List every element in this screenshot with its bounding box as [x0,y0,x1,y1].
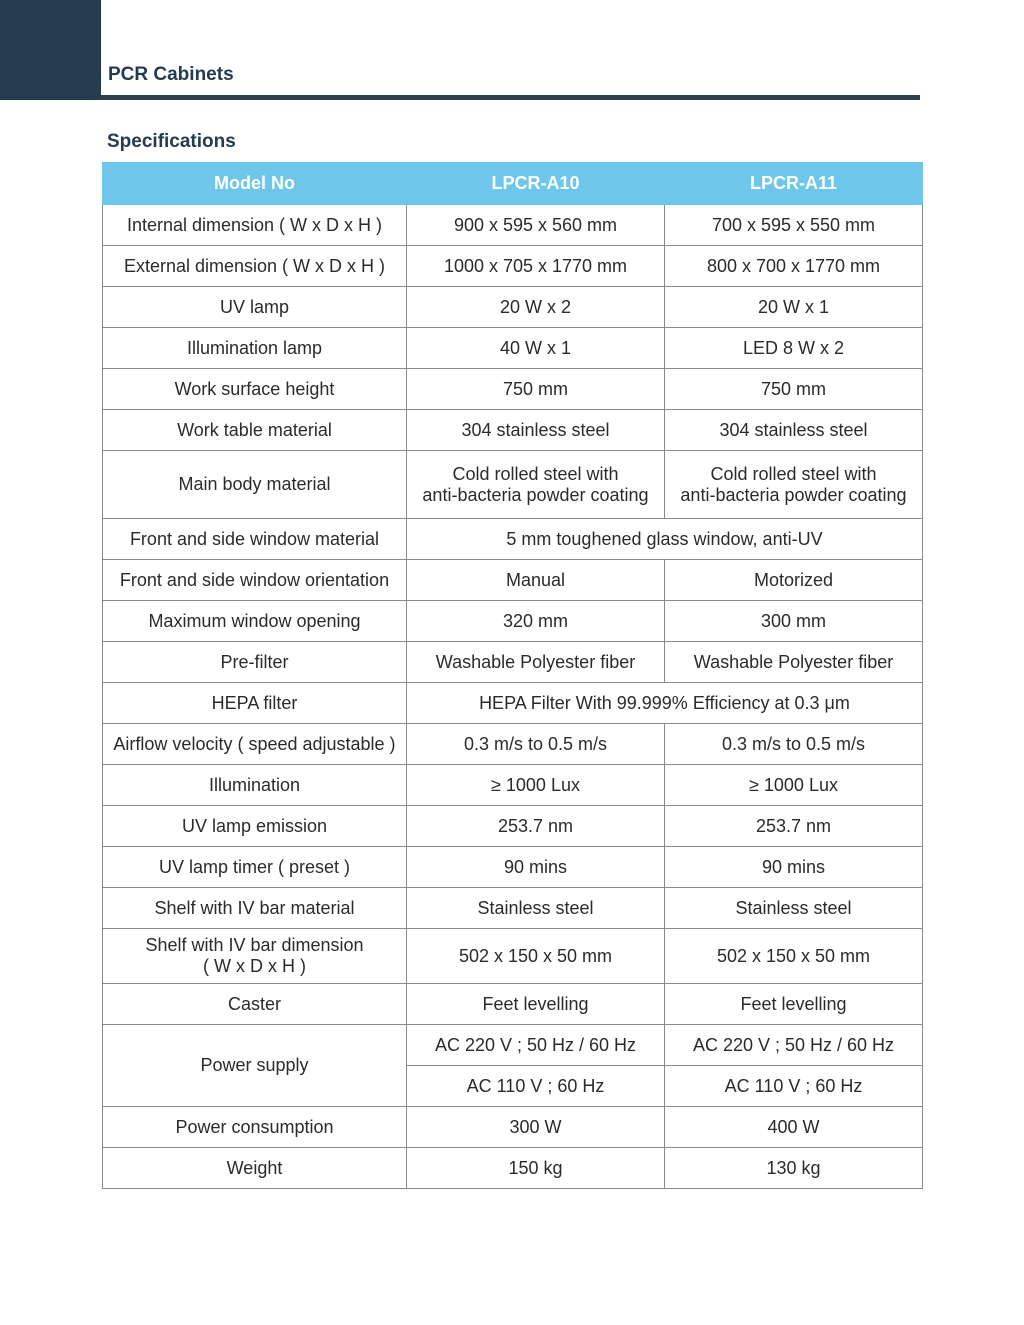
row-label: Main body material [103,451,407,519]
cell-a10: AC 220 V ; 50 Hz / 60 Hz [407,1025,665,1066]
header-rule [101,95,920,100]
cell-a11: 750 mm [665,369,923,410]
cell-a11: 800 x 700 x 1770 mm [665,246,923,287]
cell-a10: 253.7 nm [407,806,665,847]
cell-a10: 1000 x 705 x 1770 mm [407,246,665,287]
cell-a10: 750 mm [407,369,665,410]
cell-a10: 90 mins [407,847,665,888]
table-row [103,806,923,847]
row-label: Power consumption [103,1107,407,1148]
table-row [103,451,923,519]
cell-a11: 253.7 nm [665,806,923,847]
corner-block [0,0,101,100]
cell-a11: 700 x 595 x 550 mm [665,205,923,246]
row-label: HEPA filter [103,683,407,724]
cell-a11: Feet levelling [665,984,923,1025]
cell-a10: 20 W x 2 [407,287,665,328]
label-line: ( W x D x H ) [203,956,306,976]
cell-a11: Stainless steel [665,888,923,929]
cell-a11: 400 W [665,1107,923,1148]
table-row [103,847,923,888]
cell-merged: 5 mm toughened glass window, anti-UV [407,519,923,560]
cell-a10: 40 W x 1 [407,328,665,369]
row-label: Weight [103,1148,407,1189]
row-label: Illumination lamp [103,328,407,369]
table-row [103,888,923,929]
cell-a10: 150 kg [407,1148,665,1189]
cell-a10: 502 x 150 x 50 mm [407,929,665,984]
cell-a11: ≥ 1000 Lux [665,765,923,806]
table-row [103,205,923,246]
table-header-row [103,163,923,205]
cell-a11: 304 stainless steel [665,410,923,451]
label-line: Shelf with IV bar dimension [145,935,364,955]
cell-a10: 320 mm [407,601,665,642]
table-row [103,410,923,451]
cell-a11: 20 W x 1 [665,287,923,328]
cell-a11: Washable Polyester fiber [665,642,923,683]
row-label: Illumination [103,765,407,806]
cell-a10: 304 stainless steel [407,410,665,451]
table-row [103,642,923,683]
cell-merged: HEPA Filter With 99.999% Efficiency at 0.3 μm [407,683,923,724]
cell-a11: 300 mm [665,601,923,642]
cell-a11: Motorized [665,560,923,601]
table-row [103,328,923,369]
cell-a11: AC 110 V ; 60 Hz [665,1066,923,1107]
specifications-table [102,162,923,1189]
cell-a11: 130 kg [665,1148,923,1189]
table-row [103,1107,923,1148]
row-label: UV lamp timer ( preset ) [103,847,407,888]
cell-a10: Washable Polyester fiber [407,642,665,683]
row-label: Work surface height [103,369,407,410]
cell-a10: 300 W [407,1107,665,1148]
cell-a10: 900 x 595 x 560 mm [407,205,665,246]
row-label: UV lamp [103,287,407,328]
cell-a10: AC 110 V ; 60 Hz [407,1066,665,1107]
row-label: Front and side window orientation [103,560,407,601]
cell-a10: ≥ 1000 Lux [407,765,665,806]
cell-a11 [665,451,923,519]
table-row [103,519,923,560]
header-lpcr-a11: LPCR-A11 [665,163,923,205]
cell-line: Cold rolled steel with [710,463,877,484]
row-label: Airflow velocity ( speed adjustable ) [103,724,407,765]
row-label: External dimension ( W x D x H ) [103,246,407,287]
table-row [103,601,923,642]
row-label: Caster [103,984,407,1025]
row-label [103,929,407,984]
cell-a10: 0.3 m/s to 0.5 m/s [407,724,665,765]
table-row [103,765,923,806]
row-label: Shelf with IV bar material [103,888,407,929]
table-row [103,929,923,984]
row-label: Internal dimension ( W x D x H ) [103,205,407,246]
table-row [103,724,923,765]
cell-line: anti-bacteria powder coating [680,484,907,505]
table-row [103,1148,923,1189]
section-title: Specifications [107,131,236,152]
cell-a10 [407,451,665,519]
row-label: Maximum window opening [103,601,407,642]
table-row [103,683,923,724]
row-label: Front and side window material [103,519,407,560]
row-label: Work table material [103,410,407,451]
table-row [103,287,923,328]
table-row [103,1025,923,1066]
header-lpcr-a10: LPCR-A10 [407,163,665,205]
table-row [103,560,923,601]
table-row [103,984,923,1025]
cell-a11: LED 8 W x 2 [665,328,923,369]
table-row [103,246,923,287]
cell-a10: Manual [407,560,665,601]
cell-a11: 90 mins [665,847,923,888]
row-label: Power supply [103,1025,407,1107]
cell-a10: Feet levelling [407,984,665,1025]
cell-a10: Stainless steel [407,888,665,929]
table-row [103,369,923,410]
cell-a11: 0.3 m/s to 0.5 m/s [665,724,923,765]
cell-line: anti-bacteria powder coating [422,484,649,505]
cell-a11: 502 x 150 x 50 mm [665,929,923,984]
row-label: Pre-filter [103,642,407,683]
header-model-no: Model No [103,163,407,205]
page-title: PCR Cabinets [108,64,234,85]
cell-line: Cold rolled steel with [452,463,619,484]
cell-a11: AC 220 V ; 50 Hz / 60 Hz [665,1025,923,1066]
row-label: UV lamp emission [103,806,407,847]
